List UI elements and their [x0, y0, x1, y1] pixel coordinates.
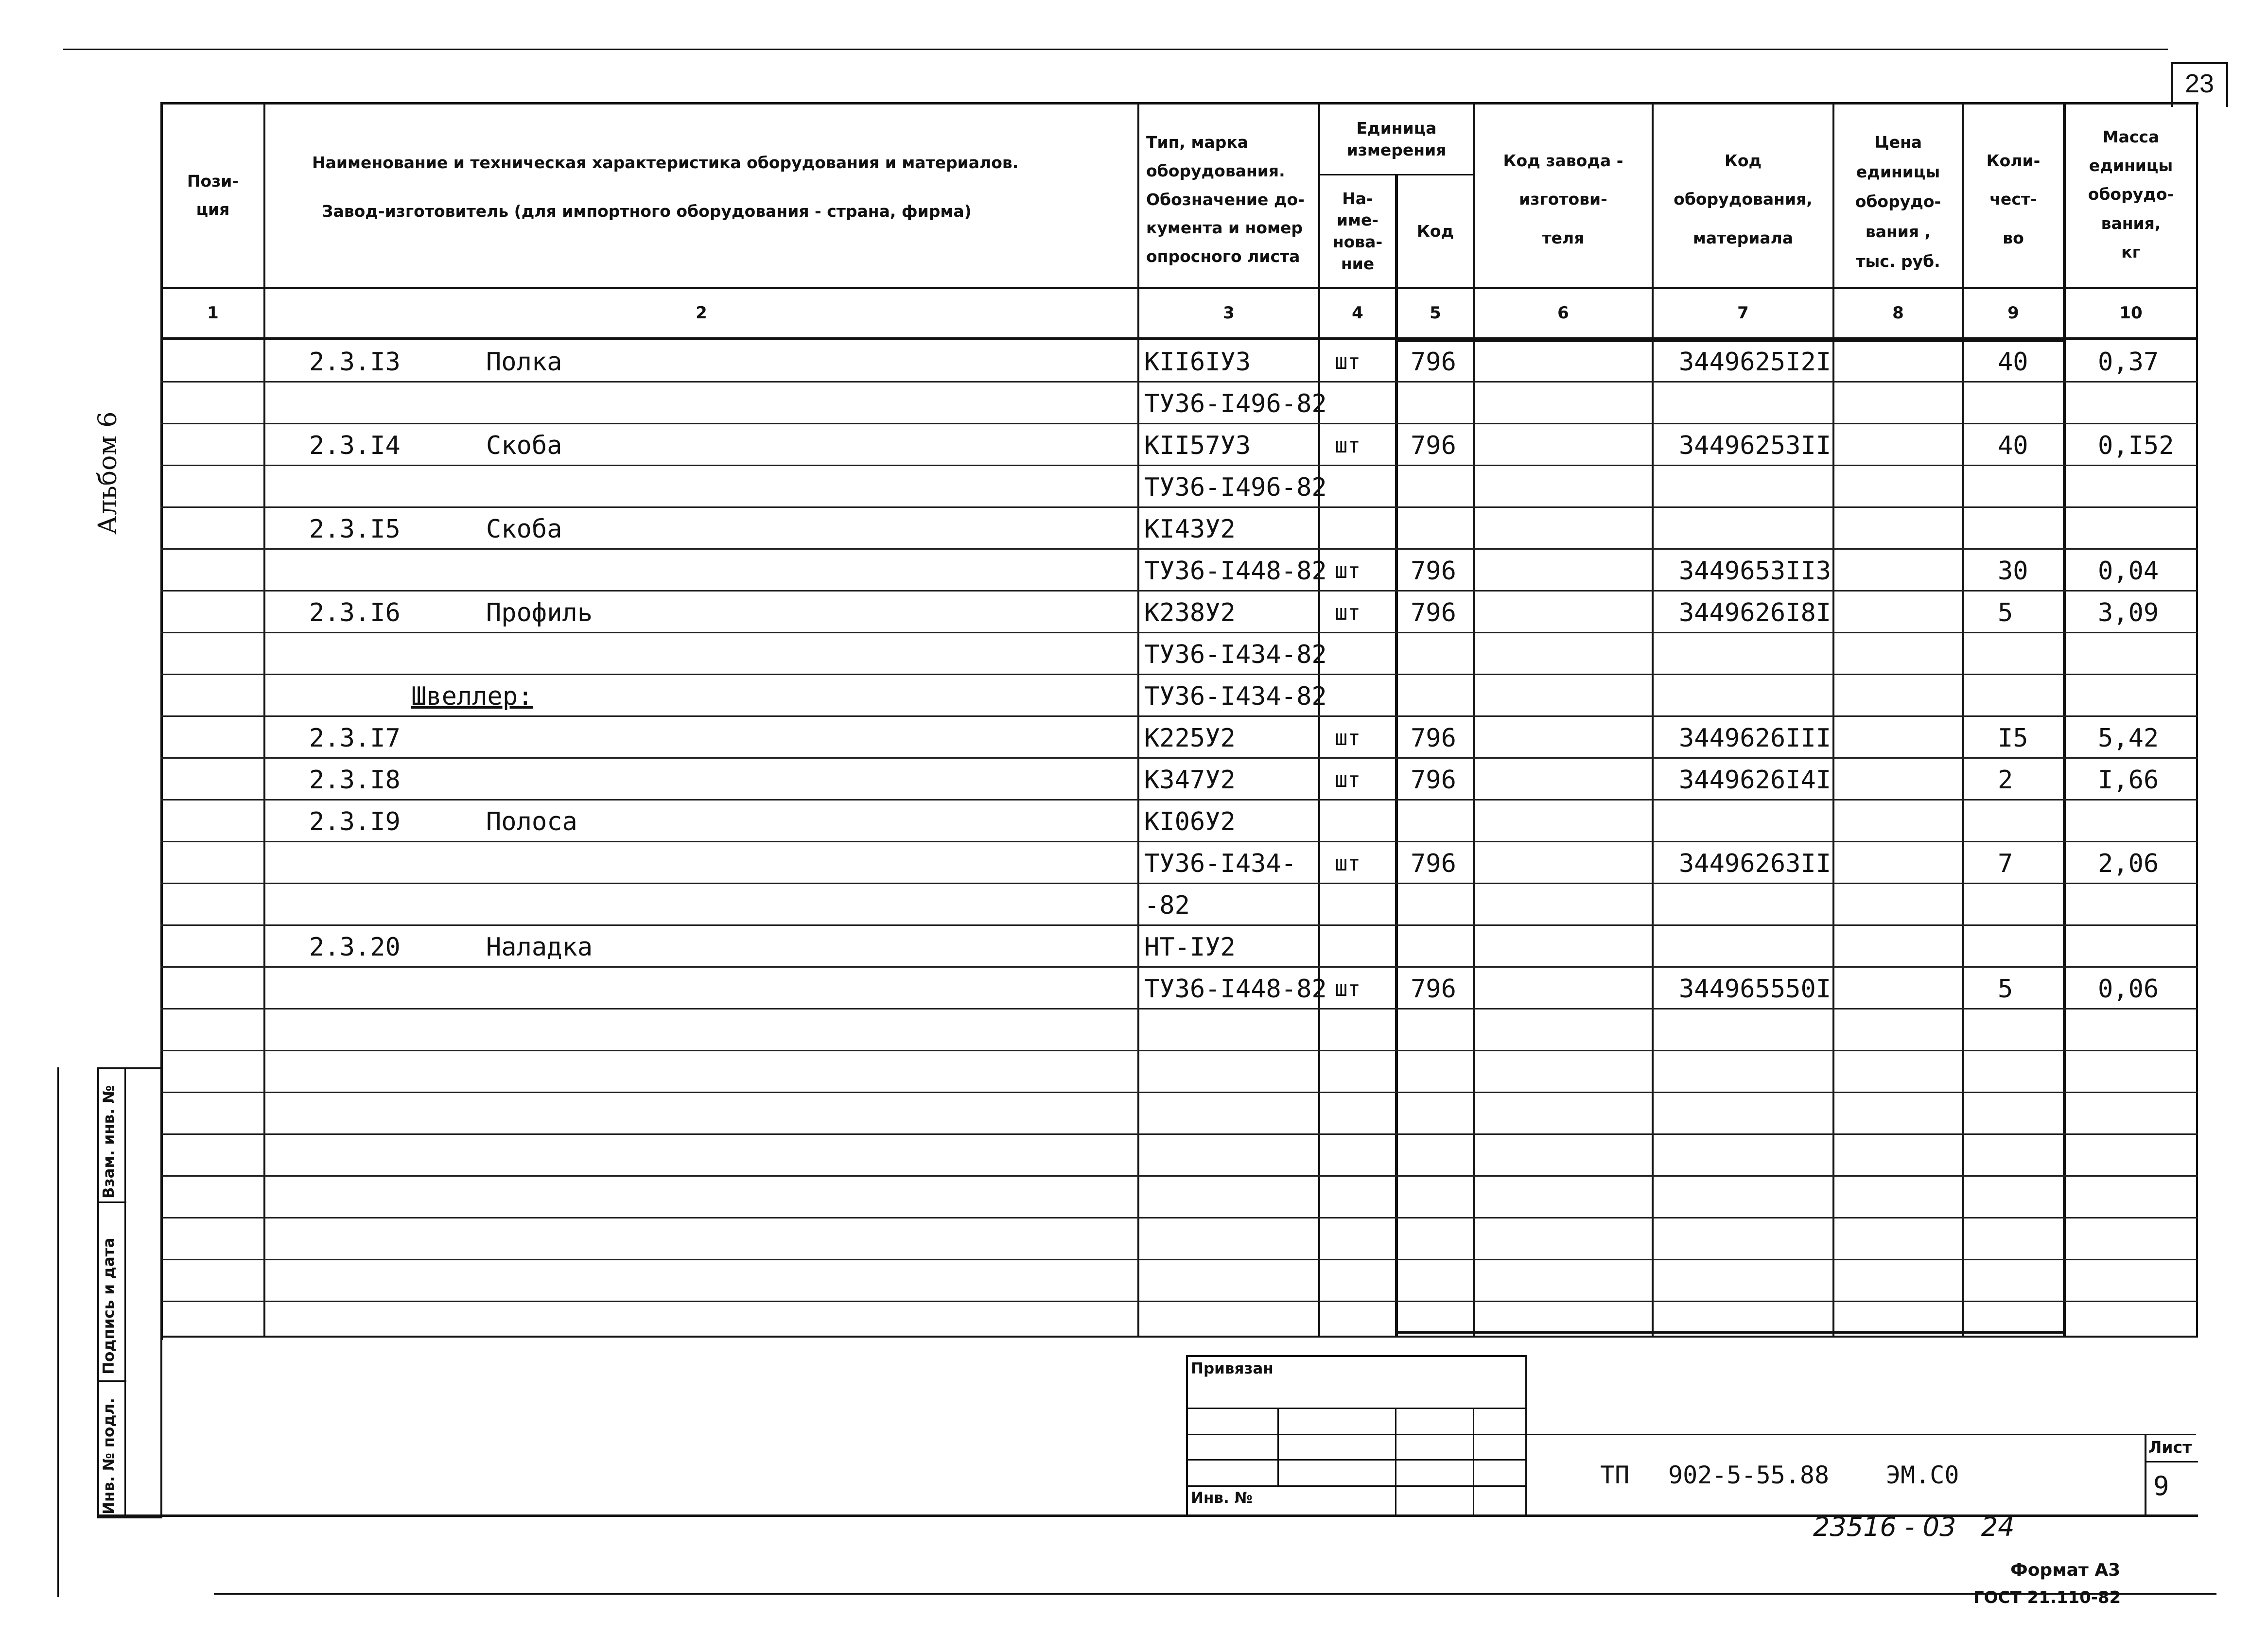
cell-mass: I,66 — [2098, 766, 2159, 795]
cell-position: 2.3.I7 — [309, 724, 401, 753]
cell-type: ТУ36-I496-82 — [1144, 473, 1327, 502]
cell-name: Скоба — [486, 515, 562, 544]
cell-unit-code: 796 — [1411, 849, 1456, 878]
side-stamp-sep-1 — [97, 1201, 126, 1203]
cell-name: Скоба — [486, 431, 562, 460]
cell-position: 2.3.I4 — [309, 431, 401, 460]
doc-id-suffix: ЭМ.С0 — [1886, 1461, 1959, 1489]
side-stamp-sep-2 — [97, 1380, 126, 1382]
cell-unit: шт — [1335, 558, 1361, 583]
cell-quantity: I5 — [1998, 724, 2028, 753]
cell-unit: шт — [1335, 976, 1361, 1001]
cell-type: КI06У2 — [1144, 807, 1236, 836]
cell-material-code: 3449653II3 — [1679, 557, 1832, 586]
doc-id-prefix: ТП — [1600, 1461, 1630, 1489]
album-label: Альбом 6 — [93, 411, 122, 535]
attached-label: Привязан — [1191, 1360, 1274, 1377]
inv-no-label: Инв. № — [1191, 1489, 1253, 1507]
row-line — [160, 1092, 2198, 1093]
attached-line-3 — [1186, 1459, 1525, 1461]
header-unit-group-label: Единица измерения — [1346, 119, 1447, 159]
header-mass: Масса единицы оборудо- вания, кг — [2088, 127, 2174, 262]
cell-unit-code: 796 — [1411, 348, 1456, 377]
cell-type: НТ-IУ2 — [1144, 933, 1236, 962]
cell-type: К225У2 — [1144, 724, 1236, 753]
sheet-number: 9 — [2153, 1471, 2169, 1501]
col-number-1: 1 — [207, 303, 219, 323]
cell-unit-code: 796 — [1411, 975, 1456, 1004]
header-name-line2: Завод-изготовитель (для импортного оборудования - страна, фирма) — [322, 202, 972, 221]
cell-type: КI43У2 — [1144, 515, 1236, 544]
attached-col-3 — [1473, 1408, 1474, 1516]
cell-quantity: 30 — [1998, 557, 2028, 586]
header-name-line1: Наименование и техническая характеристика оборудования и материалов. — [312, 153, 1019, 173]
doc-id-top-line — [1523, 1434, 2196, 1435]
attached-col-1 — [1277, 1408, 1279, 1486]
cell-unit-code: 796 — [1411, 766, 1456, 795]
left-margin-line — [57, 1067, 59, 1597]
col-number-4: 4 — [1352, 303, 1363, 323]
format-underline — [214, 1593, 2216, 1595]
page-number: 23 — [2184, 69, 2215, 98]
cell-type: К347У2 — [1144, 766, 1236, 795]
doc-id-number: 902-5-55.88 — [1668, 1461, 1830, 1489]
cell-material-code: 344965550I — [1679, 975, 1832, 1004]
cell-name: Полоса — [486, 807, 577, 836]
sheet-box-divider — [2145, 1461, 2198, 1462]
cell-unit: шт — [1335, 600, 1361, 625]
sheet-label: Лист — [2148, 1438, 2192, 1457]
cell-type: ТУ36-I496-82 — [1144, 389, 1327, 418]
cell-material-code: 3449626I8I — [1679, 598, 1832, 627]
side-stamp-divider — [124, 1067, 126, 1518]
block-bottom-line — [1395, 1331, 2066, 1334]
cell-name: Полка — [486, 348, 562, 377]
header-unit-group: На- име- нова- ние — [1332, 189, 1383, 273]
stamp-left-line — [160, 1336, 162, 1516]
col-number-2: 2 — [696, 303, 707, 323]
col-number-7: 7 — [1737, 303, 1749, 323]
cell-unit: шт — [1335, 767, 1361, 792]
header-unit-code: Код — [1416, 222, 1454, 241]
cell-quantity: 2 — [1998, 766, 2013, 795]
header-type: Тип, марка оборудования. Обозначение до- кумента и номер опросного листа — [1146, 133, 1305, 266]
attached-line-4 — [1186, 1485, 1525, 1487]
unit-subheader-line — [1318, 174, 1473, 175]
cell-mass: 3,09 — [2098, 598, 2159, 627]
cell-mass: 0,04 — [2098, 557, 2159, 586]
top-border-line — [63, 49, 2168, 50]
cell-mass: 5,42 — [2098, 724, 2159, 753]
col-number-3: 3 — [1223, 303, 1235, 323]
format-label: Формат А3 — [2010, 1560, 2121, 1580]
cell-type: КII57У3 — [1144, 431, 1251, 460]
cell-mass: 0,06 — [2098, 975, 2159, 1004]
cell-material-code: 34496263II — [1679, 849, 1832, 878]
header-material-code: Код оборудования, материала — [1674, 151, 1813, 247]
col-number-8: 8 — [1892, 303, 1904, 323]
cell-position: 2.3.I8 — [309, 766, 401, 795]
cell-type: К238У2 — [1144, 598, 1236, 627]
cell-unit-code: 796 — [1411, 557, 1456, 586]
col-number-10: 10 — [2119, 303, 2143, 323]
cell-type: ТУ36-I448-82 — [1144, 975, 1327, 1004]
cell-quantity: 7 — [1998, 849, 2013, 878]
side-inv-orig: Инв. № подл. — [100, 1398, 118, 1514]
side-sign-date: Подпись и дата — [100, 1237, 118, 1375]
gost-label: ГОСТ 21.110-82 — [1973, 1588, 2121, 1607]
cell-position: 2.3.I6 — [309, 598, 401, 627]
cell-unit: шт — [1335, 349, 1361, 374]
row-line — [160, 1175, 2198, 1177]
cell-unit: шт — [1335, 726, 1361, 750]
cell-unit-code: 796 — [1411, 431, 1456, 460]
cell-mass: 0,37 — [2098, 348, 2159, 377]
cell-unit-code: 796 — [1411, 598, 1456, 627]
cell-material-code: 34496253II — [1679, 431, 1832, 460]
col-number-6: 6 — [1557, 303, 1569, 323]
cell-material-code: 3449625I2I — [1679, 348, 1832, 377]
cell-type: ТУ36-I448-82 — [1144, 557, 1327, 586]
archive-number: 23516 - 03 24 — [1813, 1512, 2015, 1542]
cell-material-code: 3449626III — [1679, 724, 1832, 753]
cell-type: -82 — [1144, 891, 1190, 920]
cell-position: 2.3.I3 — [309, 348, 401, 377]
cell-unit: шт — [1335, 851, 1361, 876]
header-position: Пози- ция — [187, 172, 239, 219]
header-factory-code: Код завода - изготови- теля — [1503, 151, 1623, 247]
cell-quantity: 40 — [1998, 348, 2028, 377]
attached-col-2 — [1395, 1408, 1396, 1516]
side-replace-inv: Взам. инв. № — [100, 1085, 118, 1199]
row-line — [160, 1259, 2198, 1260]
cell-quantity: 5 — [1998, 975, 2013, 1004]
attached-line-1 — [1186, 1408, 1525, 1409]
cell-material-code: 3449626I4I — [1679, 766, 1832, 795]
numbers-bottom-line — [160, 337, 2198, 340]
cell-type: ТУ36-I434- — [1144, 849, 1297, 878]
cell-position: 2.3.I5 — [309, 515, 401, 544]
attached-line-2 — [1186, 1434, 1525, 1435]
cell-quantity: 40 — [1998, 431, 2028, 460]
cell-position: 2.3.I9 — [309, 807, 401, 836]
row-line — [160, 1217, 2198, 1218]
cell-name: Наладка — [486, 933, 593, 962]
cell-mass: 0,I52 — [2098, 431, 2174, 460]
cell-name: Профиль — [486, 598, 593, 627]
row-line — [160, 1301, 2198, 1302]
cell-quantity: 5 — [1998, 598, 2013, 627]
row-line — [160, 1050, 2198, 1051]
cell-name: Швеллер: — [411, 682, 533, 711]
cell-unit: шт — [1335, 433, 1361, 458]
header-quantity: Коли- чест- во — [1986, 151, 2041, 247]
bottom-table-line — [160, 1336, 2198, 1338]
row-line — [160, 1133, 2198, 1135]
col-sep-4 — [1395, 175, 1398, 1338]
cell-type: ТУ36-I434-82 — [1144, 682, 1327, 711]
col-number-5: 5 — [1430, 303, 1441, 323]
cell-type: ТУ36-I434-82 — [1144, 640, 1327, 669]
cell-unit-code: 796 — [1411, 724, 1456, 753]
col-number-9: 9 — [2007, 303, 2019, 323]
cell-mass: 2,06 — [2098, 849, 2159, 878]
cell-type: КII6IУ3 — [1144, 348, 1251, 377]
header-price: Цена единицы оборудо- вания , тыс. руб. — [1855, 133, 1941, 271]
cell-position: 2.3.20 — [309, 933, 401, 962]
